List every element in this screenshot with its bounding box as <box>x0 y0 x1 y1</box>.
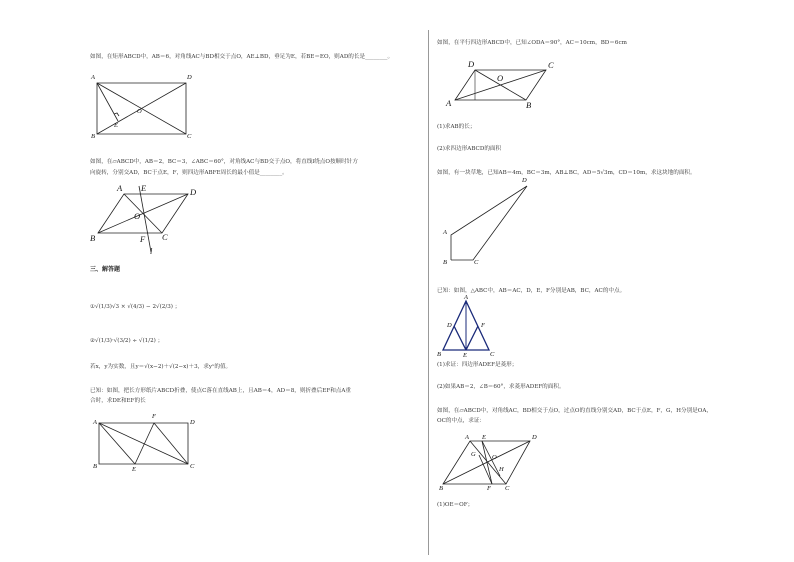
calc1-text: ①√(1/3)√3 × √(4/3) − 2√(2/3) ； <box>90 304 181 310</box>
q7-sub1: (1)求证：四边形ADEF是菱形； <box>437 362 518 368</box>
q8-label-f: F <box>487 485 491 492</box>
q6-label-a: A <box>443 229 447 236</box>
q8-sub1: (1)OE＝OF； <box>437 502 474 508</box>
q4-text-line1: 已知：如图，把长方形纸片ABCD折叠，使点C落在直线AB上，且AB＝4，AD＝8，则折叠后EF和点A重 <box>90 388 352 394</box>
q4-label-e: E <box>132 466 136 473</box>
q5-label-d: D <box>468 59 475 69</box>
q6-label-d: D <box>522 177 527 184</box>
q4-label-a: A <box>93 419 97 426</box>
column-divider <box>428 30 429 555</box>
q1-label-e: E <box>114 122 118 129</box>
q7-label-d: D <box>447 322 452 329</box>
q7-sub2: (2)如果AB＝2，∠B＝60°，求菱形ADEF的面积。 <box>437 384 565 390</box>
q8-label-o: O <box>492 454 497 461</box>
q8-label-c: C <box>505 485 510 492</box>
q7-text: 已知：如图，△ABC中，AB＝AC，D，E，F分别是AB，BC，AC的中点。 <box>437 288 626 294</box>
q8-label-e: E <box>482 434 486 441</box>
q1-label-c: C <box>187 133 192 140</box>
q2-label-d: D <box>190 187 197 197</box>
q1-label-b: B <box>91 133 95 140</box>
section-title: 三、解答题 <box>90 266 121 273</box>
q6-text: 如图，有一块草地，已知AB＝4m，BC＝3m，AB⊥BC，AD＝5√3m，CD＝10m，求这块地的面积。 <box>437 170 696 176</box>
q8-parallelogram-figure <box>0 0 1 1</box>
q3-text: 若x，y为实数，且y＝√(x−2)＋√(2−x)＋3，求yˣ的值。 <box>90 364 232 370</box>
q2-label-a: A <box>117 183 123 193</box>
q7-label-f: F <box>481 322 485 329</box>
q1-label-o: O <box>137 108 142 115</box>
q4-label-b: B <box>93 463 97 470</box>
q4-label-d: D <box>190 419 195 426</box>
q1-text: 如图，在矩形ABCD中，AB＝6，对角线AC与BD相交于点O，AE⊥BD，垂足为E，若BE＝EO，则AD的长是________。 <box>90 54 394 60</box>
calc2-text: ②√(1/3)·√(3/2) ÷ √(1/2) ； <box>90 338 164 344</box>
q5-label-o: O <box>497 73 504 83</box>
q7-label-c: C <box>490 351 495 358</box>
q2-text-line1: 如图，在▱ABCD中，AB＝2，BC＝3，∠ABC＝60°，对角线AC与BD交于点O，将直线l绕点O按顺时针方 <box>90 159 358 165</box>
q8-label-b: B <box>439 485 443 492</box>
q2-label-f: F <box>140 234 146 244</box>
q2-label-e: E <box>141 183 147 193</box>
q5-label-c: C <box>548 60 554 70</box>
q5-sub2: (2)求四边形ABCD的面积 <box>437 146 502 152</box>
q8-label-h: H <box>499 466 504 473</box>
q8-label-d: D <box>532 434 537 441</box>
q5-label-a: A <box>446 98 452 108</box>
q2-label-l: l <box>150 246 153 256</box>
q2-label-b: B <box>90 233 96 243</box>
q8-text-line1: 如图，在▱ABCD中，对角线AC，BD相交于点O，过点O的直线分别交AD，BC于点E，F，G，H分别是OA， <box>437 408 712 414</box>
q1-label-a: A <box>91 74 95 81</box>
q6-label-b: B <box>443 259 447 266</box>
q4-text-line2: 合时，求DE和EF的长 <box>90 398 146 404</box>
q7-label-b: B <box>437 351 441 358</box>
q2-text-line2: 向旋转，分别交AD，BC于点E，F，则四边形ABFE周长的最小值是________。 <box>90 170 288 176</box>
q8-label-g: G <box>471 451 476 458</box>
q7-label-e: E <box>463 352 467 359</box>
q6-label-c: C <box>474 259 479 266</box>
q2-label-o: O <box>134 211 141 221</box>
q8-text-line2: OC的中点，求证： <box>437 418 486 424</box>
q5-sub1: (1)求AB的长； <box>437 124 476 130</box>
q2-label-c: C <box>162 232 168 242</box>
q4-label-c: C <box>190 463 195 470</box>
q5-label-b: B <box>526 100 532 110</box>
q5-text: 如图，在平行四边形ABCD中，已知∠ODA＝90°，AC＝10cm，BD＝6cm <box>437 40 627 46</box>
q8-label-a: A <box>465 434 469 441</box>
q1-label-d: D <box>187 74 192 81</box>
q7-label-a: A <box>464 294 468 301</box>
q4-label-f: F <box>152 413 156 420</box>
